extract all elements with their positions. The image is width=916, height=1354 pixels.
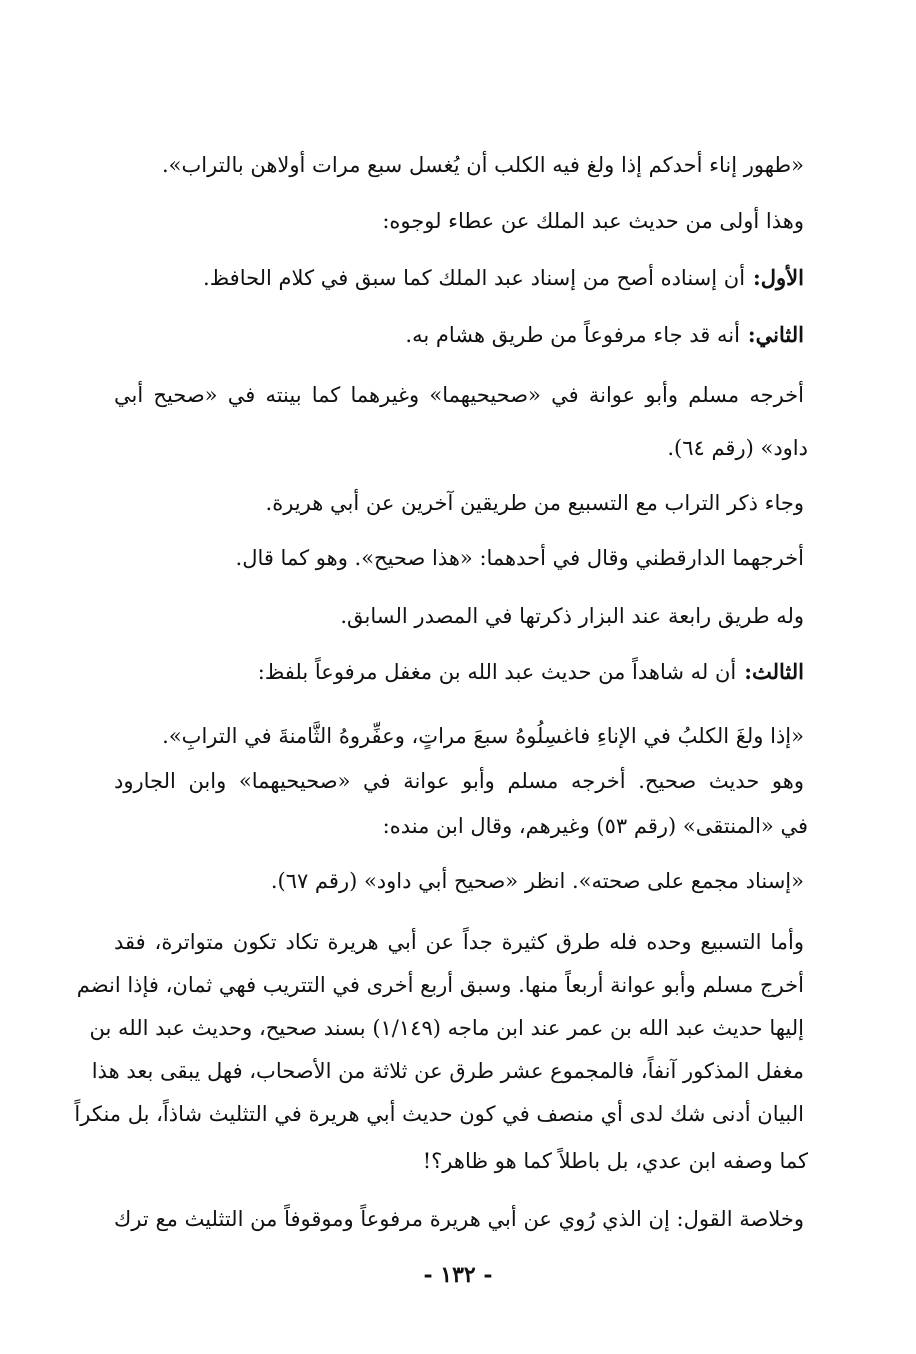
hadith-quote: «إذا ولغَ الكلبُ في الإناءِ فاغسِلُوهُ سبعَ مراتٍ، وعفِّروهُ الثَّامنةَ في الترابِ».: [162, 724, 804, 748]
point-text: أنه قد جاء مرفوعاً من طريق هشام به.: [405, 323, 740, 347]
text-line: وجاء ذكر التراب مع التسبيع من طريقين آخرين عن أبي هريرة.: [265, 491, 804, 515]
point-label: الثالث:: [744, 659, 804, 684]
point-second: [108, 320, 804, 350]
text-line: كما وصفه ابن عدي، بل باطلاً كما هو ظاهر؟!: [422, 1149, 808, 1173]
text-line: البيان أدنى شك لدى أي منصف في كون حديث أبي هريرة في التثليث شاذاً، بل منكراً: [74, 1102, 804, 1126]
point-text: أن إسناده أصح من إسناد عبد الملك كما سبق في كلام الحافظ.: [203, 266, 746, 290]
text-line: «إسناد مجمع على صحته». انظر «صحيح أبي داود» (رقم ٦٧).: [270, 869, 804, 893]
text-line: وهو حديث صحيح. أخرجه مسلم وأبو عوانة في «صحيحيهما» وابن الجارود: [114, 769, 804, 793]
text-line: أخرجهما الدارقطني وقال في أحدهما: «هذا صحيح». وهو كما قال.: [235, 546, 804, 570]
text-line: وأما التسبيع وحده فله طرق كثيرة جداً عن أبي هريرة تكاد تكون متواترة، فقد: [114, 930, 804, 954]
text-line: داود» (رقم ٦٤).: [667, 436, 808, 460]
text-line: أخرجه مسلم وأبو عوانة في «صحيحيهما» وغيرهما كما بينته في «صحيح أبي: [114, 383, 804, 407]
text-line: وهذا أولى من حديث عبد الملك عن عطاء لوجوه:: [382, 209, 804, 233]
point-label: الأول:: [753, 265, 804, 290]
text-line: في «المنتقى» (رقم ٥٣) وغيرهم، وقال ابن منده:: [382, 814, 808, 838]
page-number: - ١٣٢ -: [423, 1262, 493, 1288]
text-line: وخلاصة القول: إن الذي رُوي عن أبي هريرة مرفوعاً وموقوفاً من التثليث مع ترك: [114, 1207, 804, 1231]
point-text: أن له شاهداً من حديث عبد الله بن مغفل مرفوعاً بلفظ:: [257, 660, 737, 684]
point-third: [108, 657, 804, 687]
point-first: [108, 263, 804, 293]
text-line: أخرج مسلم وأبو عوانة أربعاً منها. وسبق أربع أخرى في التتريب فهي ثمان، فإذا انضم: [76, 973, 804, 997]
text-line: وله طريق رابعة عند البزار ذكرتها في المصدر السابق.: [340, 604, 804, 628]
text-line: مغفل المذكور آنفاً، فالمجموع عشر طرق عن ثلاثة من الأصحاب، فهل يبقى بعد هذا: [91, 1059, 804, 1083]
text-line: إليها حديث عبد الله بن عمر عند ابن ماجه (١/١٤٩) بسند صحيح، وحديث عبد الله بن: [89, 1016, 804, 1040]
text-line: «طهور إناء أحدكم إذا ولغ فيه الكلب أن يُغسل سبع مرات أولاهن بالتراب».: [162, 153, 804, 177]
point-label: الثاني:: [747, 322, 804, 347]
